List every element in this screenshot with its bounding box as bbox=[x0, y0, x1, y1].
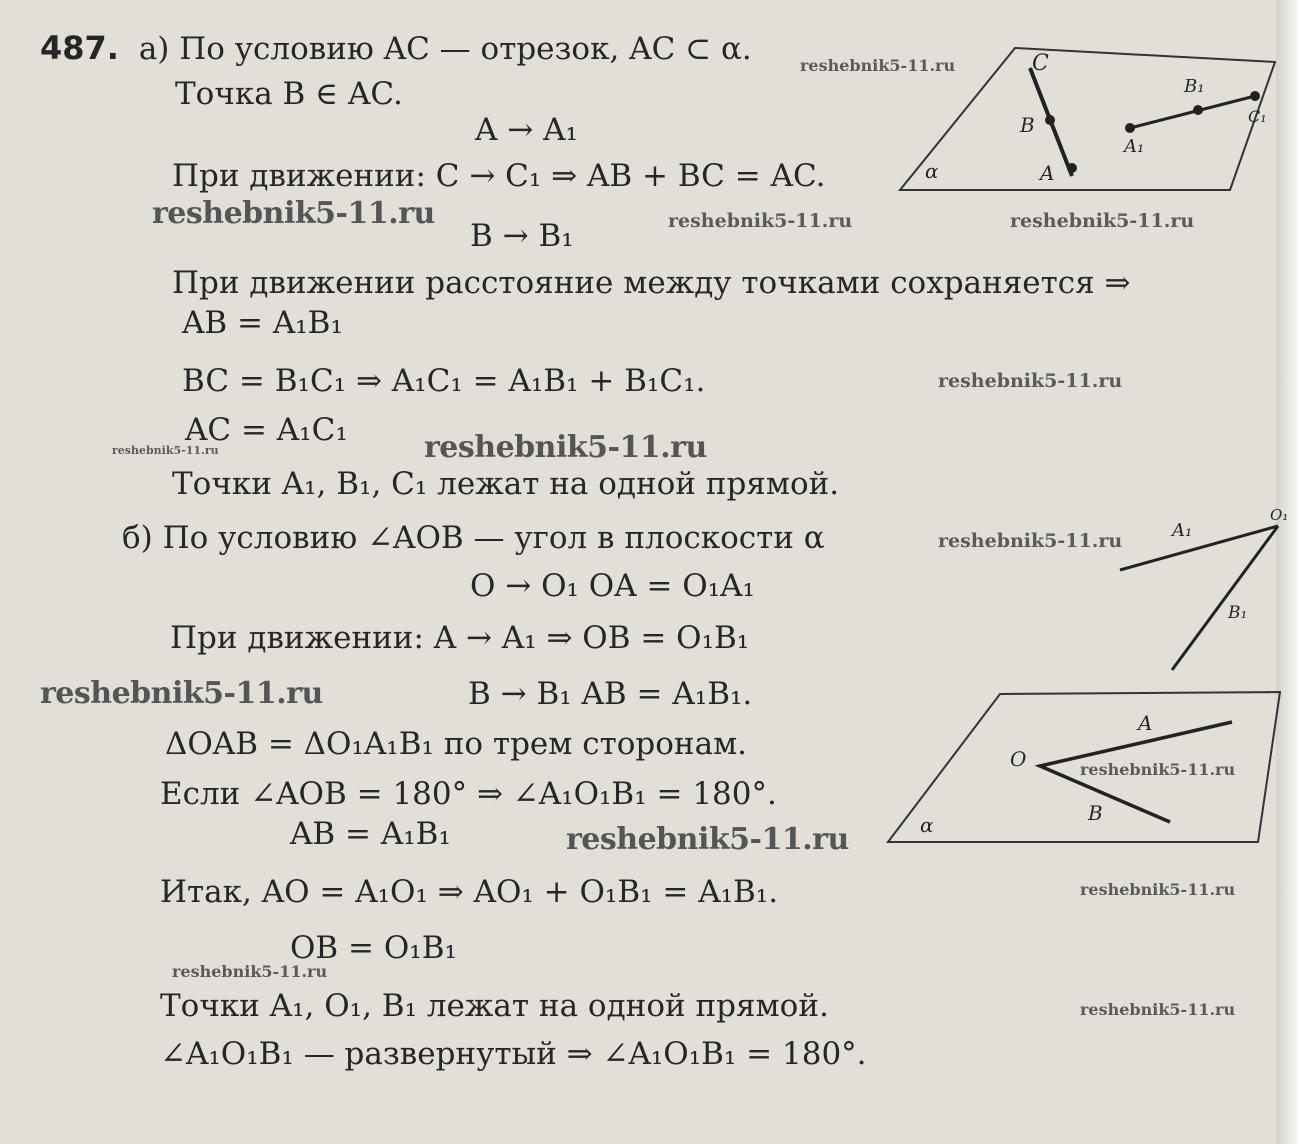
problem-number-line bbox=[40, 30, 752, 67]
label-b1: B₁ bbox=[1228, 603, 1248, 623]
watermark: reshebnik5-11.ru bbox=[1010, 210, 1195, 232]
watermark: reshebnik5-11.ru bbox=[1080, 880, 1236, 899]
plane-alpha-outline bbox=[900, 48, 1275, 190]
part-a-line-9: AC = A₁C₁ bbox=[185, 412, 348, 448]
part-a-line-5: B → B₁ bbox=[470, 218, 574, 254]
part-b-line-3: При движении: A → A₁ ⇒ OB = O₁B₁ bbox=[170, 620, 750, 656]
part-a-line-6: При движении расстояние между точками сохраняется ⇒ bbox=[172, 265, 1131, 301]
part-b-line-1: б) По условию ∠AOB — угол в плоскости α bbox=[122, 520, 825, 556]
part-a-line-3: A → A₁ bbox=[475, 112, 578, 148]
watermark: reshebnik5-11.ru bbox=[566, 822, 849, 857]
segment-a1c1 bbox=[1130, 96, 1255, 128]
point-a bbox=[1067, 163, 1077, 173]
point-c1 bbox=[1250, 91, 1260, 101]
part-a-line-1: а) По условию AC — отрезок, AC ⊂ α. bbox=[138, 31, 752, 67]
label-b: B bbox=[1020, 113, 1035, 137]
label-a1: A₁ bbox=[1172, 520, 1193, 541]
watermark: reshebnik5-11.ru bbox=[938, 370, 1123, 392]
part-b-line-11: ∠A₁O₁B₁ — развернутый ⇒ ∠A₁O₁B₁ = 180°. bbox=[160, 1036, 867, 1072]
label-o1: O₁ bbox=[1270, 506, 1289, 524]
part-b-line-5: ΔOAB = ΔO₁A₁B₁ по трем сторонам. bbox=[165, 726, 748, 762]
watermark: reshebnik5-11.ru bbox=[40, 676, 323, 711]
label-b: B bbox=[1088, 801, 1103, 825]
angle-aob bbox=[1040, 722, 1232, 822]
plane-label-alpha: α bbox=[920, 813, 934, 837]
point-b bbox=[1045, 115, 1055, 125]
watermark: reshebnik5-11.ru bbox=[800, 56, 956, 75]
part-b-line-10: Точки A₁, O₁, B₁ лежат на одной прямой. bbox=[160, 988, 829, 1024]
watermark: reshebnik5-11.ru bbox=[424, 430, 707, 465]
watermark: reshebnik5-11.ru bbox=[668, 210, 853, 232]
watermark: reshebnik5-11.ru bbox=[1080, 1000, 1236, 1019]
watermark: reshebnik5-11.ru bbox=[152, 196, 435, 231]
label-a: A bbox=[1138, 711, 1153, 735]
plane-alpha-outline bbox=[888, 692, 1280, 842]
label-c: C bbox=[1032, 51, 1049, 76]
watermark: reshebnik5-11.ru bbox=[172, 962, 328, 981]
figure-angle-image bbox=[1110, 500, 1290, 680]
part-a-line-10: Точки A₁, B₁, C₁ лежат на одной прямой. bbox=[172, 466, 840, 502]
part-b-line-2: O → O₁ OA = O₁A₁ bbox=[470, 568, 755, 604]
point-a1 bbox=[1125, 123, 1135, 133]
ray-o1b1 bbox=[1172, 526, 1278, 670]
part-a-line-2: Точка B ∈ AC. bbox=[175, 76, 403, 112]
part-b-line-6: Если ∠AOB = 180° ⇒ ∠A₁O₁B₁ = 180°. bbox=[160, 776, 777, 812]
part-b-line-4: B → B₁ AB = A₁B₁. bbox=[468, 676, 753, 712]
part-b-line-9: OB = O₁B₁ bbox=[290, 930, 457, 966]
label-b1: B₁ bbox=[1184, 76, 1205, 97]
figure-segment-motion bbox=[880, 40, 1280, 210]
label-c1: C₁ bbox=[1248, 107, 1267, 126]
watermark: reshebnik5-11.ru bbox=[1080, 760, 1236, 779]
plane-label-alpha: α bbox=[925, 159, 939, 183]
label-o: O bbox=[1010, 747, 1027, 771]
watermark: reshebnik5-11.ru bbox=[938, 530, 1123, 552]
label-a1: A₁ bbox=[1124, 136, 1145, 157]
part-b-line-7: AB = A₁B₁ bbox=[290, 816, 451, 852]
part-a-line-7: AB = A₁B₁ bbox=[182, 305, 343, 341]
watermark: reshebnik5-11.ru bbox=[112, 444, 219, 457]
part-a-line-8: BC = B₁C₁ ⇒ A₁C₁ = A₁B₁ + B₁C₁. bbox=[182, 363, 706, 399]
figure-angle-in-plane bbox=[880, 682, 1290, 852]
point-b1 bbox=[1193, 105, 1203, 115]
problem-number: 487. bbox=[40, 29, 119, 67]
label-a: A bbox=[1040, 161, 1055, 185]
part-b-line-8: Итак, AO = A₁O₁ ⇒ AO₁ + O₁B₁ = A₁B₁. bbox=[160, 874, 779, 910]
ray-o1a1 bbox=[1120, 526, 1278, 570]
part-a-line-4: При движении: C → C₁ ⇒ AB + BC = AC. bbox=[172, 158, 826, 194]
